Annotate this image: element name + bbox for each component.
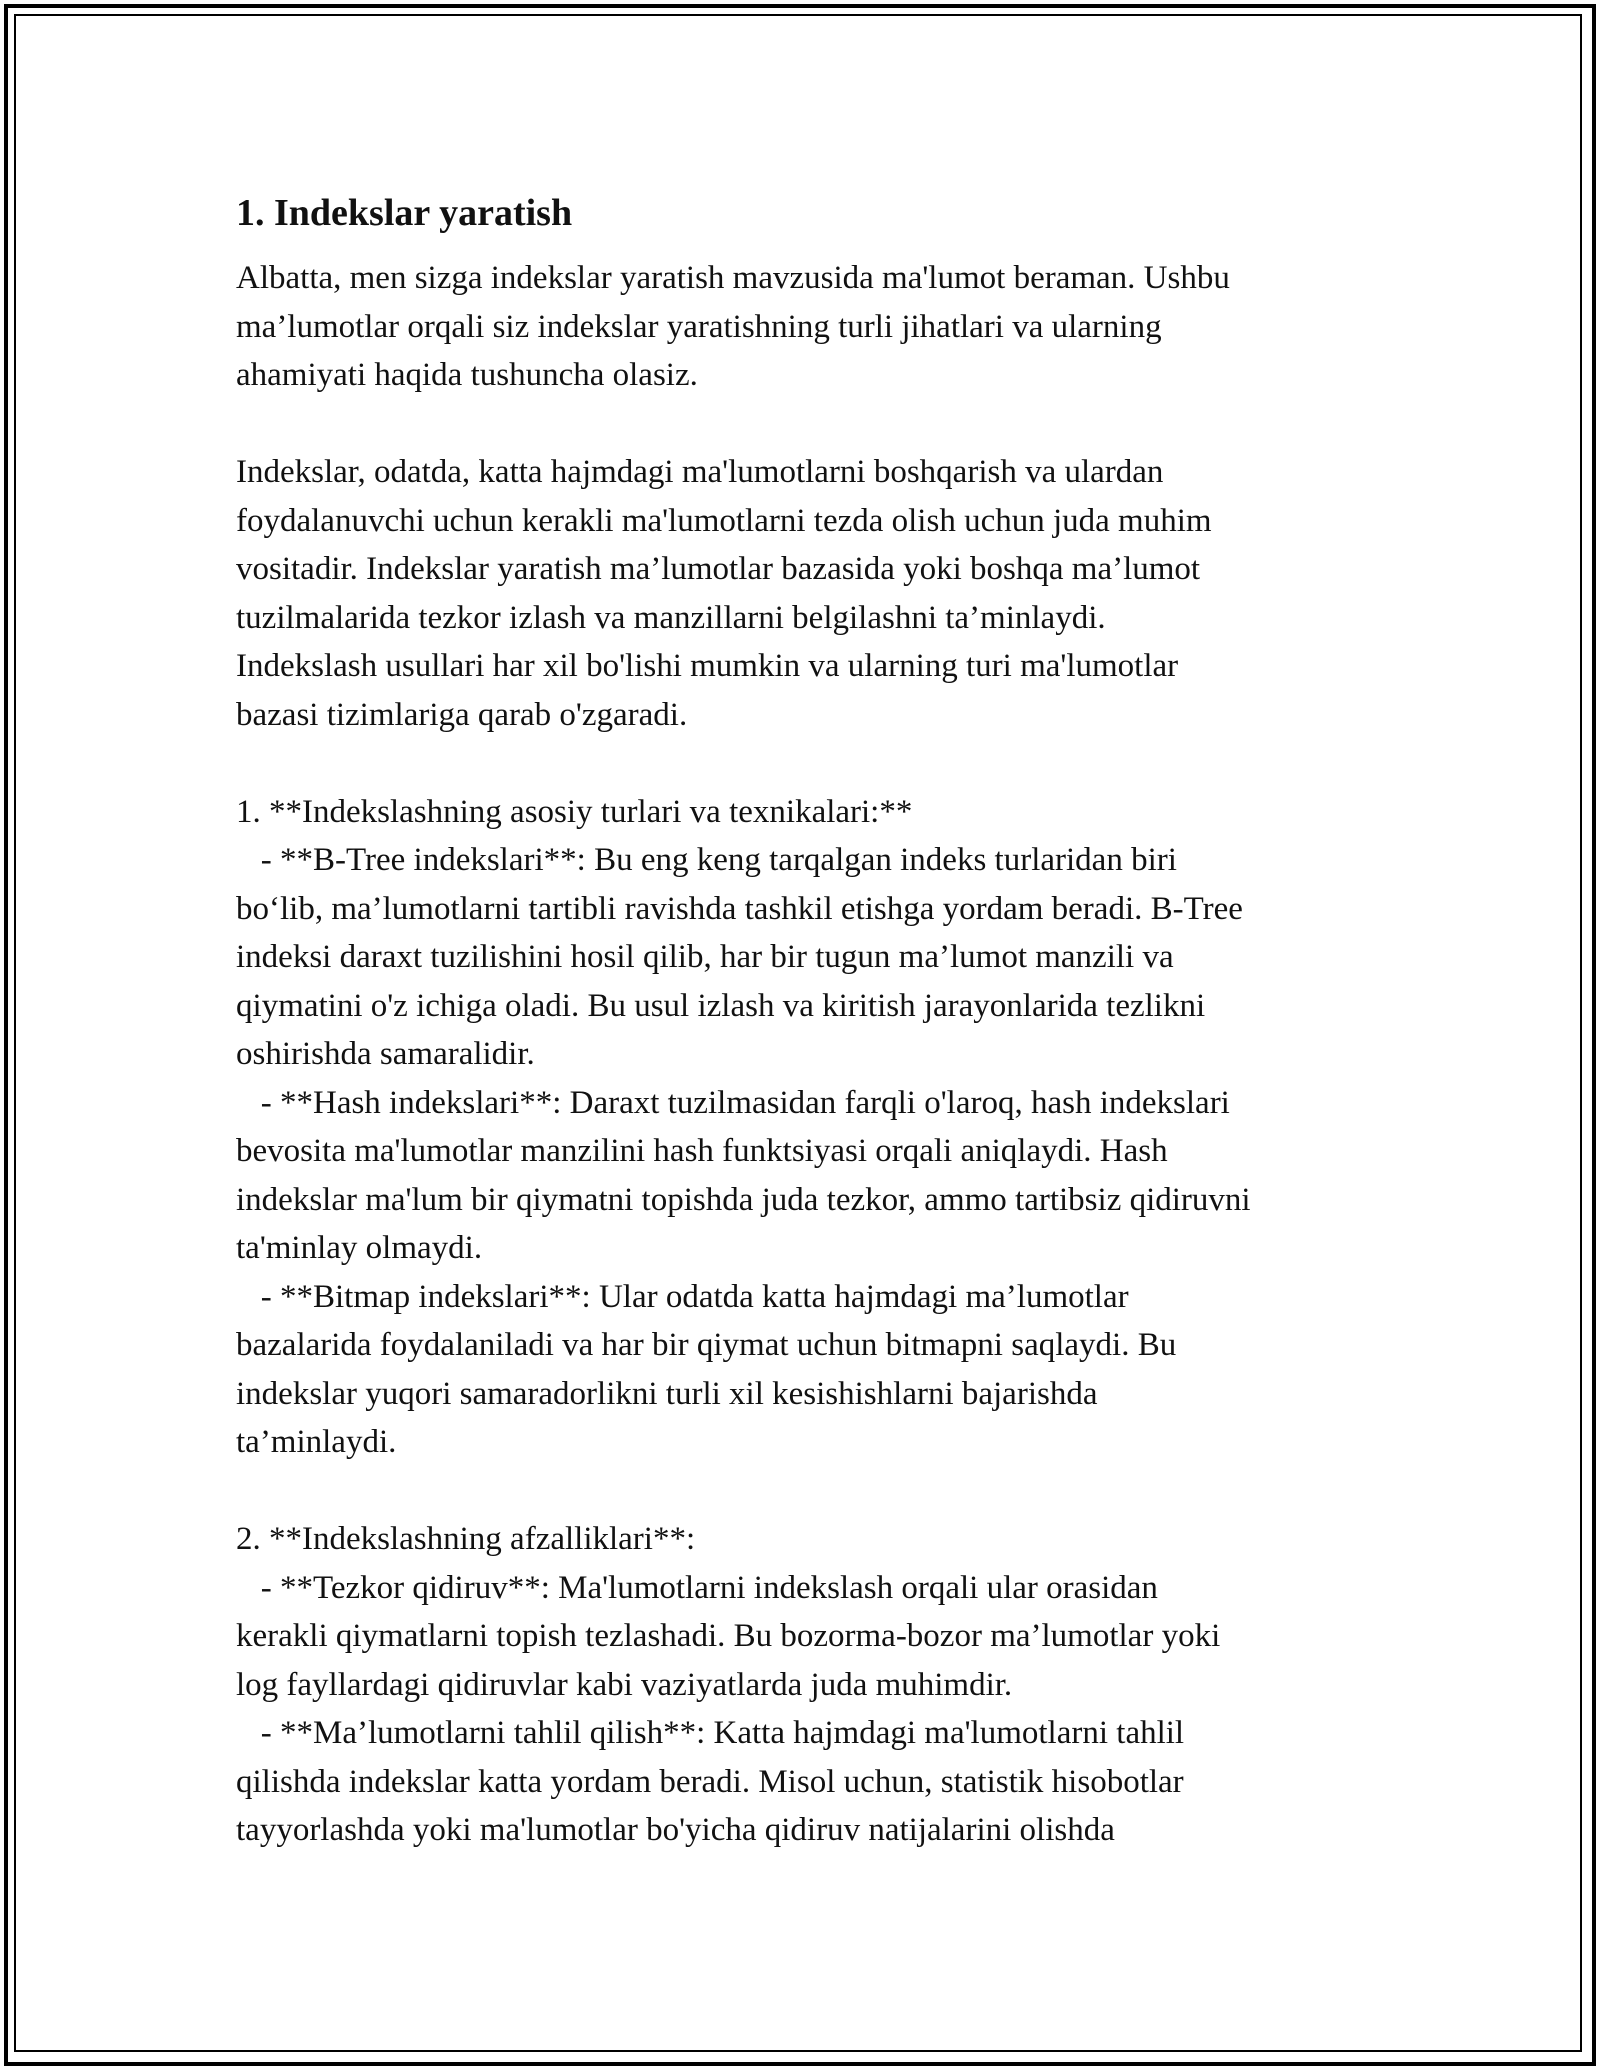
text-line: foydalanuvchi uchun kerakli ma'lumotlarni tezda olish uchun juda muhim — [236, 502, 1212, 539]
section-heading: 1. **Indekslashning asosiy turlari va texnikalari:** — [236, 793, 913, 830]
text-line: qiymatini o'z ichiga oladi. Bu usul izlash va kiritish jarayonlarida tezlikni — [236, 987, 1206, 1024]
text-line: ma’lumotlar orqali siz indekslar yaratishning turli jihatlari va ularning — [236, 308, 1162, 345]
paragraph-intro — [236, 254, 1376, 400]
page-title: 1. Indekslar yaratish — [236, 192, 573, 234]
text-line: indeksi daraxt tuzilishini hosil qilib, har bir tugun ma’lumot manzili va — [236, 939, 1174, 975]
paragraph-overview — [236, 448, 1376, 739]
section-heading: 2. **Indekslashning afzalliklari**: — [236, 1521, 696, 1557]
text-line: bevosita ma'lumotlar manzilini hash funktsiyasi orqali aniqlaydi. Hash — [236, 1133, 1168, 1169]
text-line: vositadir. Indekslar yaratish ma’lumotlar bazasida yoki boshqa ma’lumot — [236, 551, 1201, 587]
text-line: tayyorlashda yoki ma'lumotlar bo'yicha qidiruv natijalarini olishda — [236, 1812, 1115, 1848]
text-line: indekslar ma'lum bir qiymatni topishda juda tezkor, ammo tartibsiz qidiruvni — [236, 1181, 1251, 1218]
text-line: bazalarida foydalaniladi va har bir qiymat uchun bitmapni saqlaydi. Bu — [236, 1327, 1177, 1363]
text-line: bazasi tizimlariga qarab o'zgaradi. — [236, 696, 688, 733]
paragraph-gap — [236, 400, 1376, 449]
text-line: qilishda indekslar katta yordam beradi. Misol uchun, statistik hisobotlar — [236, 1763, 1184, 1800]
list-item-hash: - **Hash indekslari**: Daraxt tuzilmasidan farqli o'laroq, hash indekslari — [236, 1084, 1230, 1121]
text-line: ahamiyati haqida tushuncha olasiz. — [236, 357, 698, 393]
text-line: log fayllardagi qidiruvlar kabi vaziyatlarda juda muhimdir. — [236, 1666, 1013, 1703]
section-index-types — [236, 788, 1376, 1467]
text-line: oshirishda samaralidir. — [236, 1036, 535, 1072]
text-line: ta’minlaydi. — [236, 1424, 397, 1460]
text-line: kerakli qiymatlarni topish tezlashadi. Bu bozorma-bozor ma’lumotlar yoki — [236, 1618, 1221, 1654]
text-line: bo‘lib, ma’lumotlarni tartibli ravishda tashkil etishga yordam beradi. B-Tree — [236, 890, 1243, 927]
list-item-data-analysis: - **Ma’lumotlarni tahlil qilish**: Katta hajmdagi ma'lumotlarni tahlil — [236, 1715, 1185, 1751]
paragraph-gap — [236, 1467, 1376, 1516]
text-line: Indekslash usullari har xil bo'lishi mumkin va ularning turi ma'lumotlar — [236, 648, 1179, 684]
text-line: Albatta, men sizga indekslar yaratish mavzusida ma'lumot beraman. Ushbu — [236, 260, 1230, 296]
list-item-btree: - **B-Tree indekslari**: Bu eng keng tarqalgan indeks turlaridan biri — [236, 842, 1177, 878]
text-line: Indekslar, odatda, katta hajmdagi ma'lumotlarni boshqarish va ulardan — [236, 454, 1164, 490]
text-line: indekslar yuqori samaradorlikni turli xil kesishishlarni bajarishda — [236, 1375, 1098, 1412]
list-item-bitmap: - **Bitmap indekslari**: Ular odatda katta hajmdagi ma’lumotlar — [236, 1278, 1129, 1315]
text-line: tuzilmalarida tezkor izlash va manzillarni belgilashni ta’minlaydi. — [236, 599, 1106, 636]
list-item-fast-search: - **Tezkor qidiruv**: Ma'lumotlarni indekslash orqali ular orasidan — [236, 1569, 1158, 1606]
text-line: ta'minlay olmaydi. — [236, 1230, 483, 1266]
paragraph-gap — [236, 739, 1376, 788]
document-body — [236, 186, 1376, 1855]
section-advantages — [236, 1515, 1376, 1855]
